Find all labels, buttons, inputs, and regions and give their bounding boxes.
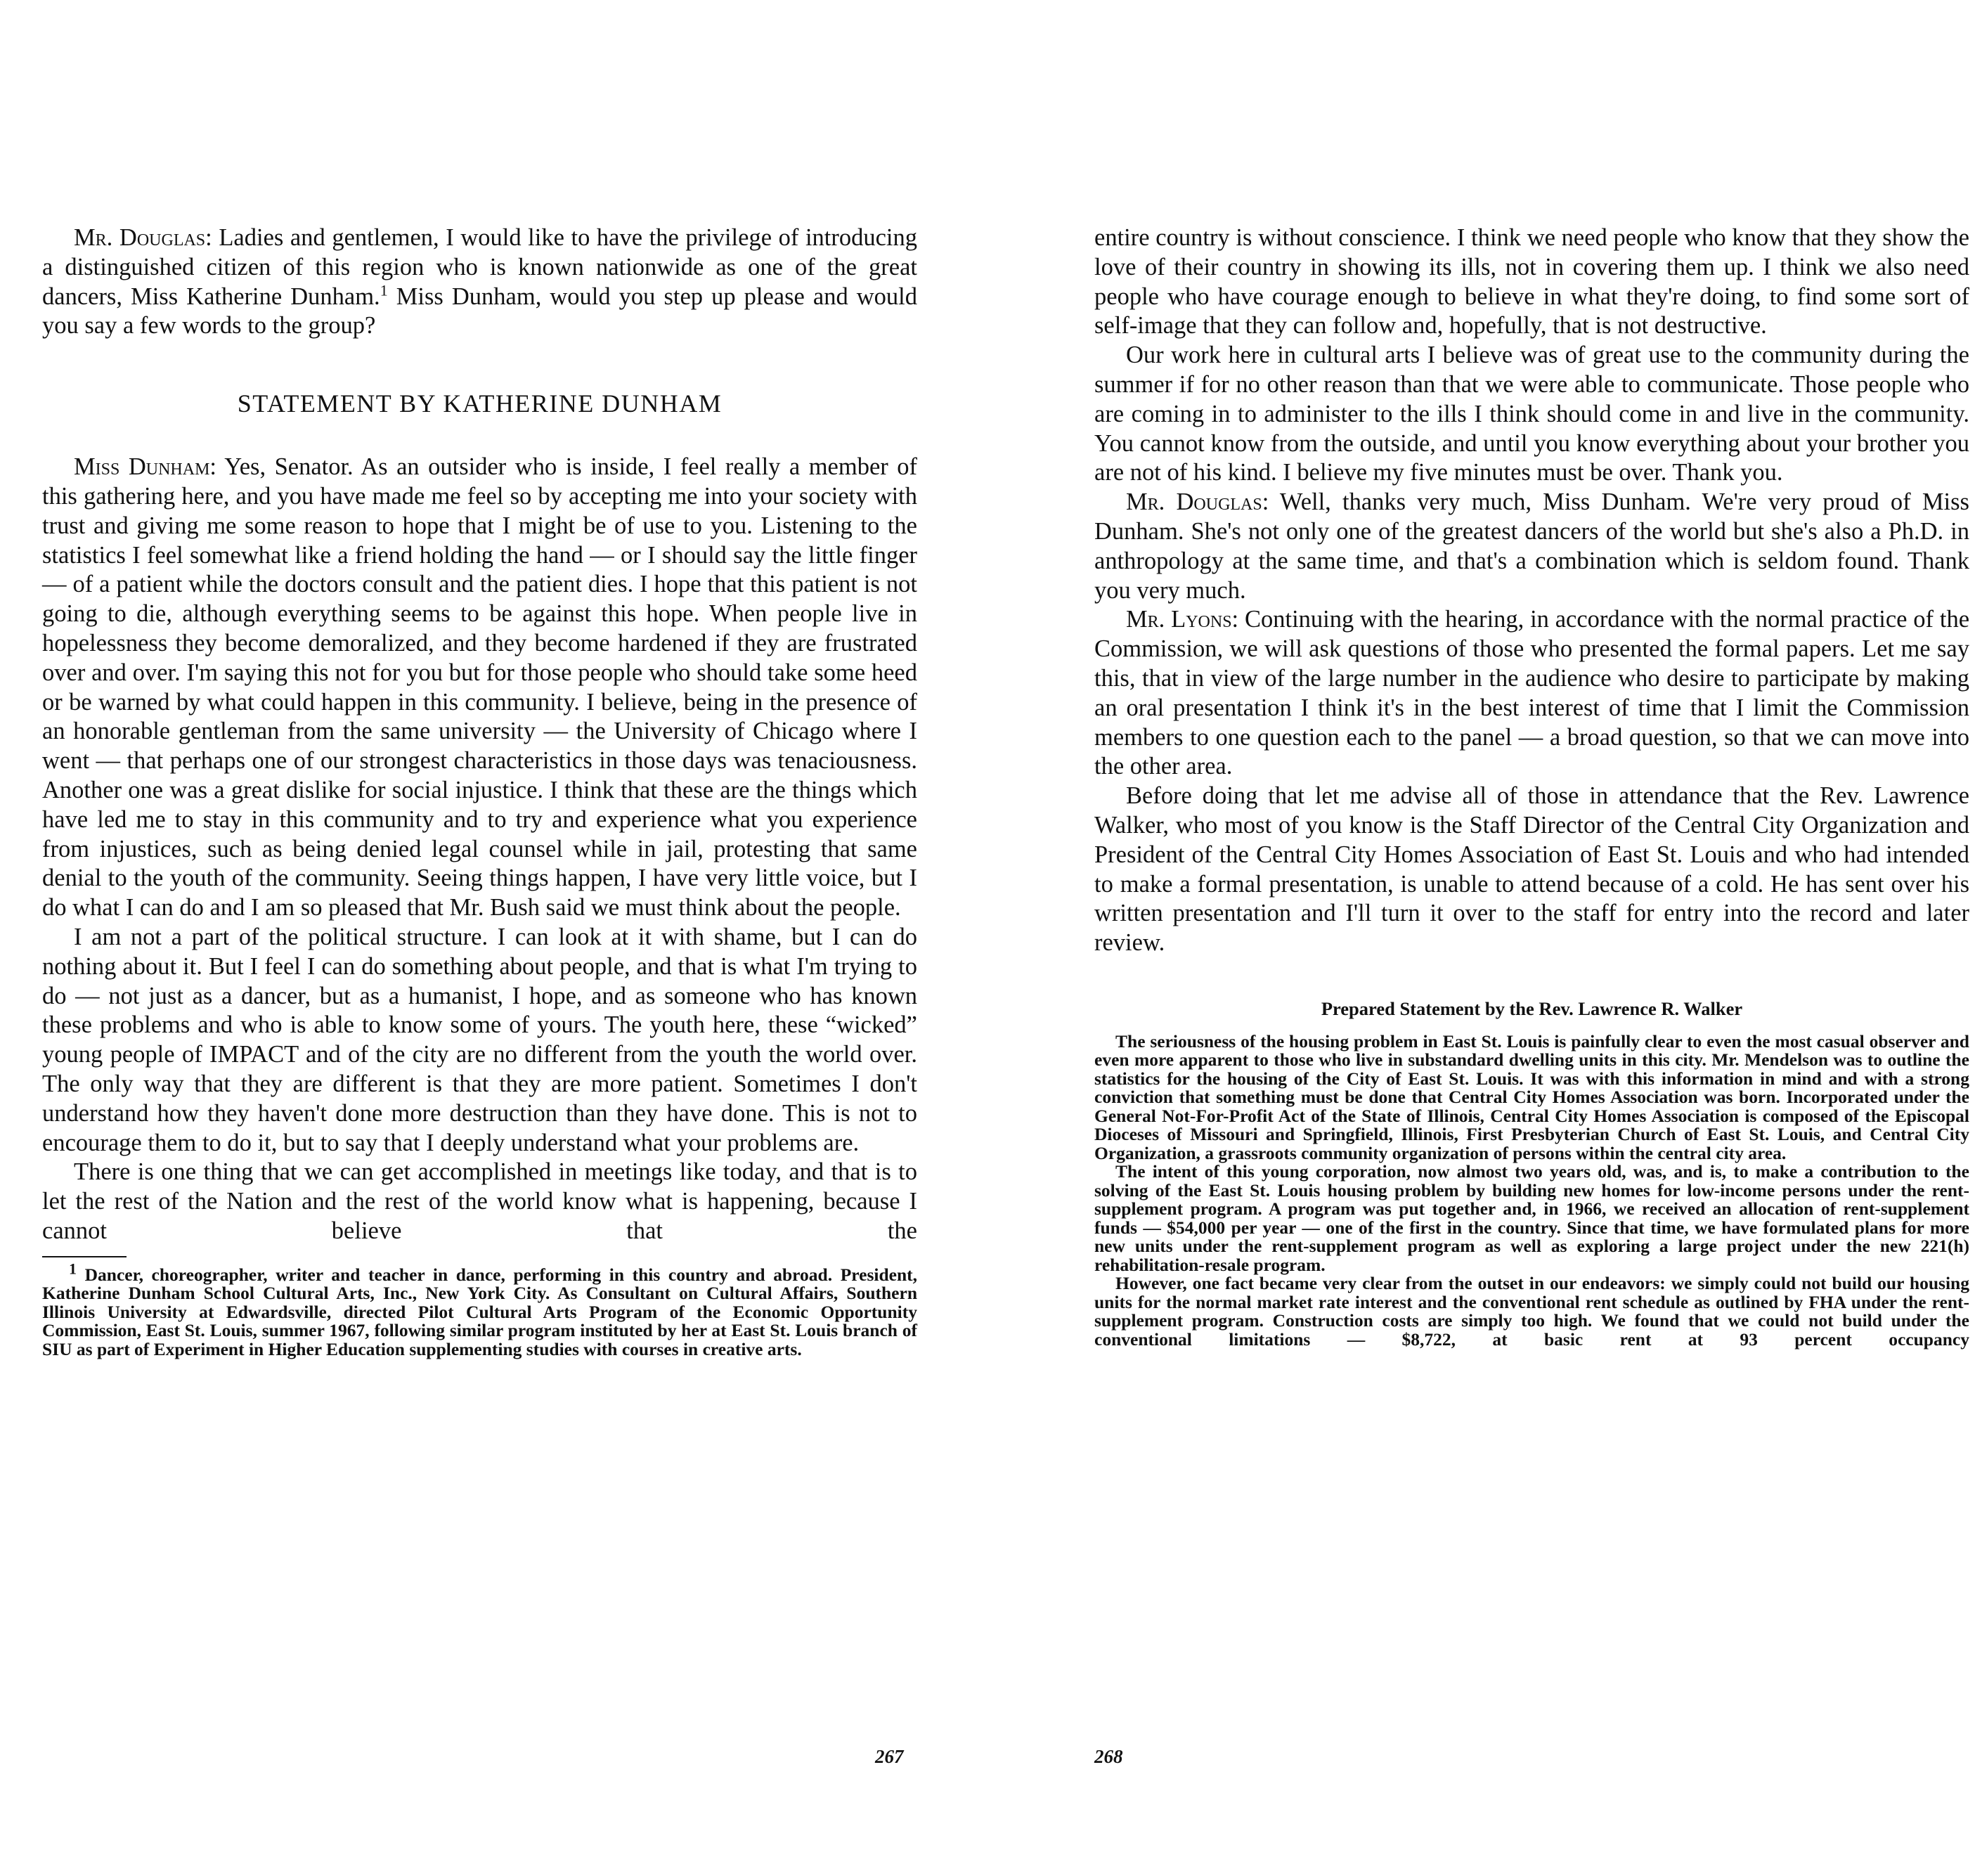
paragraph-text: Well, thanks very much, Miss Dunham. We're very proud of Miss Dunham. She's not only one of the greatest dancers of the world but she's also a Ph.D. in anthropology at the same time, and that's a combination which is seldom found. Thank you very much. <box>1094 489 1969 604</box>
speaker-name: Mr. Lyons: <box>1126 606 1239 633</box>
section-heading: STATEMENT BY KATHERINE DUNHAM <box>237 389 723 418</box>
paragraph-text: I am not a part of the political structure. I can look at it with shame, but I can do nothing about it. But I feel I can do something about people, and that is what I'm trying to do — not just as a dancer, but as a humanist, I hope, and as someone who has known these problems and who is able to know some of yours. The youth here, these “wicked” young people of IMPACT and of the city are no different from the youth the world over. The only way that they are different is that they are more patient. Sometimes I don't understand how they haven't done more destruction than they have done. This is not to encourage them to do it, but to say that I deeply understand what your problems are. <box>42 923 917 1156</box>
right-page <box>988 0 1975 1876</box>
paragraph-text: Our work here in cultural arts I believe was of great use to the community during the summer if for no other reason than that we were able to communicate. Those people who are coming in to administer to the ills I think should come in and live in the community. You cannot know from the outside, and until you know everything about your brother you are not of his kind. I believe my five minutes must be over. Thank you. <box>1094 342 1969 486</box>
speaker-name: Miss Dunham: <box>74 453 217 481</box>
statement-paragraph: However, one fact became very clear from the outset in our endeavors: we simply could not build our housing units for the normal market rate interest and the conventional rent schedule as outlined by FHA under the rent-supplement program. Construction costs are simply too high. We found that we could not build under the conventional limitations — $8,722, at basic rent at 93 percent occupancy <box>1094 1273 1969 1350</box>
paragraph <box>1094 488 1969 605</box>
intro-paragraph <box>42 224 917 341</box>
right-text-column <box>1094 224 1969 1349</box>
statement-paragraph: The seriousness of the housing problem in East St. Louis is painfully clear to even the most casual observer and even more apparent to those who live in substandard dwelling units in this city. Mr. Mendelson was to outline the statistics for the housing of the City of East St. Louis. It was with this information in mind and with a strong conviction that something must be done that Central City Homes Association was born. Incorporated under the General Not-For-Profit Act of the State of Illinois, Central City Homes Association is composed of the Episcopal Dioceses of Missouri and Springfield, Illinois, First Presbyterian Church of East St. Louis, and Central City Organization, a grassroots community organization of persons within the central city area. <box>1094 1030 1969 1163</box>
paragraph-text: Miss Dunham, would you step up please and would you say a few words to the group? <box>42 283 917 339</box>
paragraph <box>1094 605 1969 782</box>
page-number: 268 <box>1094 1746 1123 1767</box>
left-text-column <box>42 224 917 1359</box>
paragraph-text: Before doing that let me advise all of those in attendance that the Rev. Lawrence Walker, who most of you know is the Staff Director of the Central City Organization and President of the Central City Homes Association of East St. Louis and who had intended to make a formal presentation, is unable to attend because of a cold. He has sent over his written presentation and I'll turn it over to the staff for entry into the record and later review. <box>1094 782 1969 957</box>
footnote-marker: 1 <box>69 1260 77 1278</box>
paragraph <box>42 1158 917 1246</box>
statement-title: Prepared Statement by the Rev. Lawrence R. Walker <box>1321 997 1743 1019</box>
footnote-reference: 1 <box>380 281 388 299</box>
footnote-text: Dancer, choreographer, writer and teacher in dance, performing in this country and abroad. President, Katherine Dunham School Cultural Arts, Inc., New York City. As Consultant on Cultural Affairs, Southern Illinois University at Edwardsville, directed Pilot Cultural Arts Program of the Economic Opportunity Commission, East St. Louis, summer 1967, following similar program instituted by her at East St. Louis branch of SIU as part of Experiment in Higher Education supplementing studies with courses in creative arts. <box>42 1264 917 1359</box>
paragraph <box>42 453 917 923</box>
paragraph-text: Ladies and gentlemen, I would like to have the privilege of introducing a distinguished citizen of this region who is known nationwide as one of the great dancers, Miss Katherine Dunham. <box>42 224 918 310</box>
footnote <box>42 1260 917 1359</box>
speaker-name: Mr. Douglas: <box>1126 489 1269 516</box>
paragraph <box>1094 224 1969 341</box>
paragraph-text: There is one thing that we can get accomplished in meetings like today, and that is to let the rest of the Nation and the rest of the world know what is happening, because I cannot believe that the <box>42 1158 917 1244</box>
paragraph <box>1094 782 1969 958</box>
statement-paragraph: The intent of this young corporation, now almost two years old, was, and is, to make a contribution to the solving of the East St. Louis housing problem by building new homes for low-income persons under the rent-supplement program. A program was put together and, in 1966, we received an allocation of rent-supplement funds — $54,000 per year — one of the first in the country. Since that time, we have formulated plans for more new units under the rent-supplement program as well as exploring a large project under the new 221(h) rehabilitation-resale program. <box>1094 1161 1969 1275</box>
paragraph <box>42 923 917 1158</box>
paragraph <box>1094 341 1969 488</box>
speaker-name: Mr. Douglas: <box>74 224 212 251</box>
paragraph-text: Continuing with the hearing, in accordance with the normal practice of the Commission, we will ask questions of those who presented the formal papers. Let me say this, that in view of the large number in the audience who desire to participate by making an oral presentation I think it's in the best interest of time that I limit the Commission members to one question each to the panel — a broad question, so that we can move into the other area. <box>1094 606 1970 780</box>
paragraph-text: entire country is without conscience. I think we need people who know that they show the love of their country in showing its ills, not in covering them up. I think we also need people who have courage enough to believe in what they're doing, to find some sort of self-image that they can follow and, hopefully, that is not destructive. <box>1094 224 1969 339</box>
paragraph-text: Yes, Senator. As an outsider who is inside, I feel really a member of this gathering here, and you have made me feel so by accepting me into your society with trust and giving me some reason to hope that I might be of use to you. Listening to the statistics I feel somewhat like a friend holding the hand — or I should say the little finger — of a patient while the doctors consult and the patient dies. I hope that this patient is not going to die, although everything seems to be against this hope. When people live in hopelessness they become demoralized, and they become hardened if they are frustrated over and over. I'm saying this not for you but for those people who should take some heed or be warned by what could happen in this community. I believe, being in the presence of an honorable gentleman from the same university — the University of Chicago where I went — that perhaps one of our strongest characteristics in those days was tenaciousness. Another one was a great dislike for social injustice. I think that these are the things which have led me to stay in this community and to try and experience what you experience from injustices, such as being denied legal counsel while in jail, protesting that same denial to the youth of the community. Seeing things happen, I have very little voice, but I do what I can do and I am so pleased that Mr. Bush said we must think about the people. <box>42 453 917 921</box>
footnote-divider <box>42 1256 127 1257</box>
page-number: 267 <box>875 1746 904 1767</box>
